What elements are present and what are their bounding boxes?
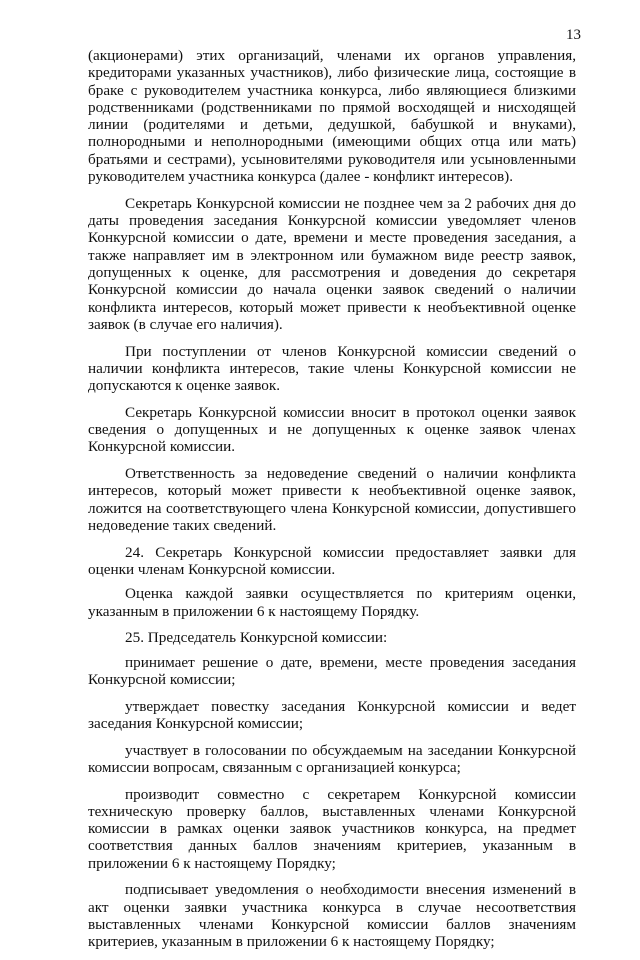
paragraph-chair-approves-agenda: утверждает повестку заседания Конкурсной комиссии и ведет заседания Конкурсной комиссии; xyxy=(88,697,576,732)
paragraph-chair-checks-scores: производит совместно с секретарем Конкурсной комиссии техническую проверку баллов, выставленных членами Конкурсной комиссии в рамках оценки заявок участников конкурса, на предмет соответствия данных баллов значениям критериев, указанным в приложении 6 к настоящему Порядку; xyxy=(88,785,576,872)
paragraph-item-25: 25. Председатель Конкурсной комиссии: xyxy=(125,629,388,647)
paragraph-members-not-admitted: При поступлении от членов Конкурсной комиссии сведений о наличии конфликта интересов, такие члены Конкурсной комиссии не допускаются к оценке заявок. xyxy=(88,342,576,395)
page-number: 13 xyxy=(566,27,581,43)
paragraph-chair-votes: участвует в голосовании по обсуждаемым на заседании Конкурсной комиссии вопросам, связанным с организацией конкурса; xyxy=(88,741,576,776)
paragraph-item-24: 24. Секретарь Конкурсной комиссии предоставляет заявки для оценки членам Конкурсной комиссии. xyxy=(88,543,576,578)
paragraph-chair-decides-date: принимает решение о дате, времени, месте проведения заседания Конкурсной комиссии; xyxy=(88,653,576,688)
paragraph-secretary-notification: Секретарь Конкурсной комиссии не позднее чем за 2 рабочих дня до даты проведения заседания Конкурсной комиссии уведомляет членов Конкурсной комиссии о дате, времени и месте проведения заседания, а также направляет им в электронном или бумажном виде реестр заявок, допущенных к оценке, для рассмотрения и доведения до секретаря Конкурсной комиссии до начала оценки заявок сведений о наличии конфликта интересов, который может привести к необъективной оценке заявок (в случае его наличия). xyxy=(88,194,576,333)
paragraph-conflict-definition: (акционерами) этих организаций, членами их органов управления, кредиторами указанных участников), либо физические лица, состоящие в браке с руководителем участника конкурса, либо являющиеся близкими родственниками (родственниками по прямой восходящей и нисходящей линии (родителями и детьми, дедушкой, бабушкой и внуками), полнородными и неполнородными (имеющими общих отца или мать) братьями и сестрами), усыновителями руководителя или усыновленными руководителем участника конкурса (далее - конфликт интересов). xyxy=(88,47,576,186)
paragraph-responsibility: Ответственность за недоведение сведений о наличии конфликта интересов, который может привести к необъективной оценке заявок, ложится на соответствующего члена Конкурсной комиссии, допустившего недоведение таких сведений. xyxy=(88,465,576,534)
paragraph-evaluation-criteria: Оценка каждой заявки осуществляется по критериям оценки, указанным в приложении 6 к настоящему Порядку. xyxy=(88,585,576,620)
document-body xyxy=(88,47,576,960)
paragraph-protocol-record: Секретарь Конкурсной комиссии вносит в протокол оценки заявок сведения о допущенных и не допущенных к оценке заявок членах Конкурсной комиссии. xyxy=(88,403,576,456)
paragraph-chair-signs-notices: подписывает уведомления о необходимости внесения изменений в акт оценки заявки участника конкурса в случае несоответствия выставленных членами Конкурсной комиссии баллов значениям критериев, указанным в приложении 6 к настоящему Порядку; xyxy=(88,881,576,951)
